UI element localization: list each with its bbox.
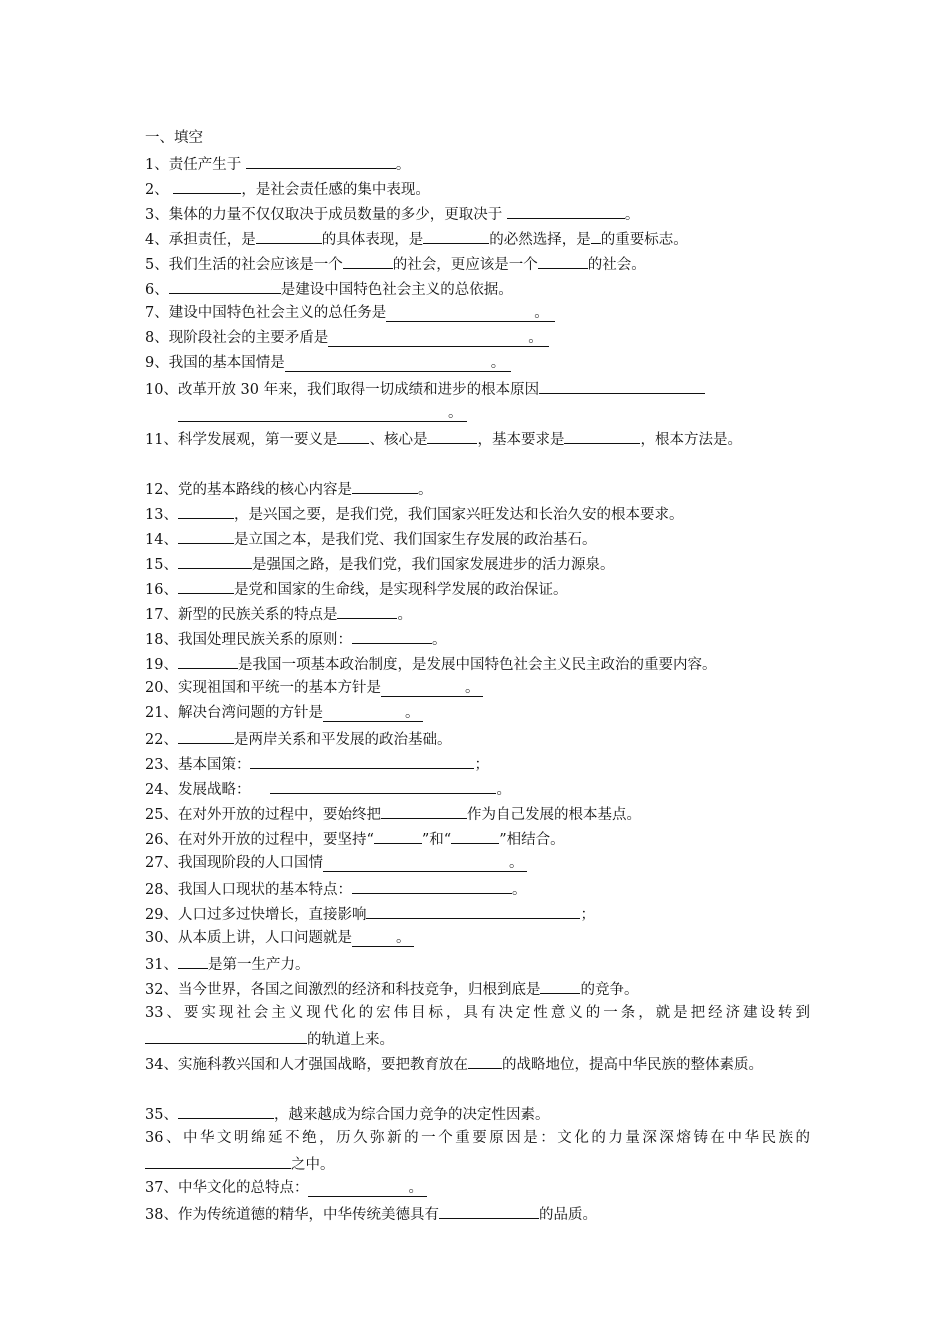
answer-blank[interactable] [439,1201,539,1219]
answer-blank[interactable] [178,1101,274,1119]
answer-blank[interactable]: 。 [386,305,555,322]
answer-blank[interactable]: 。 [381,680,484,697]
answer-blank[interactable] [538,251,588,269]
question-15: 15、 是强国之路，是我们党，我们国家发展进步的活力源泉。 [145,551,810,576]
question-31: 31、 是第一生产力。 [145,951,810,976]
answer-blank[interactable] [352,626,432,644]
question-27: 27、我国现阶段的人口国情 。 [145,851,810,876]
answer-blank[interactable] [539,376,705,394]
answer-blank[interactable] [427,426,477,444]
answer-blank[interactable] [381,801,467,819]
section-title: 一、填空 [145,130,203,146]
question-34: 34、实施科教兴国和人才强国战略，要把教育放在 的战略地位，提高中华民族的整体素质。 [145,1051,810,1101]
answer-blank[interactable] [246,151,396,169]
question-33: 33、要实现社会主义现代化的宏伟目标，具有决定性意义的一条，就是把经济建设转到的轨道上来。 [145,1005,811,1048]
answer-blank[interactable]: 。 [352,930,415,947]
answer-blank[interactable] [337,426,369,444]
question-24: 24、发展战略： 。 [145,776,810,801]
answer-blank[interactable]: 。 [308,1180,427,1197]
answer-blank[interactable]: 。 [285,355,512,372]
question-36: 36、中华文明绵延不绝，历久弥新的一个重要原因是：文化的力量深深熔铸在中华民族的之中。 [145,1130,810,1173]
question-38: 38、作为传统道德的精华，中华传统美德具有 的品质。 [145,1201,810,1226]
answer-blank[interactable] [423,226,489,244]
worksheet [145,126,810,1226]
question-7: 7、建设中国特色社会主义的总任务是 。 [145,301,810,326]
answer-blank[interactable]: 。 [323,855,528,872]
question-8: 8、现阶段社会的主要矛盾是 。 [145,326,810,351]
question-26: 26、在对外开放的过程中，要坚持“ ”和“ ”相结合。 [145,826,810,851]
question-1: 1、责任产生于 。 [145,151,810,176]
answer-blank[interactable] [178,726,234,744]
question-32: 32、当今世界，各国之间激烈的经济和科技竞争，归根到底是 的竞争。 [145,976,810,1001]
question-16: 16、 是党和国家的生命线，是实现科学发展的政治保证。 [145,576,810,601]
answer-blank[interactable] [145,1151,291,1169]
question-28: 28、我国人口现状的基本特点： 。 [145,876,810,901]
question-20: 20、实现祖国和平统一的基本方针是 。 [145,676,810,701]
answer-blank[interactable] [591,226,601,244]
question-2: 2、 ，是社会责任感的集中表现。 [145,176,810,201]
answer-blank[interactable] [451,826,499,844]
answer-blank[interactable]: 。 [178,405,467,422]
answer-blank[interactable] [145,1026,307,1044]
question-11: 11、科学发展观，第一要义是 、核心是 ，基本要求是 ，根本方法是。 [145,426,810,476]
answer-blank[interactable] [178,501,234,519]
answer-blank[interactable] [256,226,322,244]
answer-blank[interactable] [270,776,496,794]
answer-blank[interactable] [337,601,397,619]
answer-blank[interactable] [178,951,208,969]
question-3: 3、集体的力量不仅仅取决于成员数量的多少，更取决于 。 [145,201,810,226]
answer-blank[interactable] [343,251,393,269]
question-12: 12、党的基本路线的核心内容是 。 [145,476,810,501]
question-13: 13、 ，是兴国之要，是我们党，我们国家兴旺发达和长治久安的根本要求。 [145,501,810,526]
question-9: 9、我国的基本国情是 。 [145,351,810,376]
question-17: 17、新型的民族关系的特点是 。 [145,601,810,626]
question-35: 35、 ，越来越成为综合国力竞争的决定性因素。 [145,1101,810,1126]
answer-blank[interactable] [178,551,252,569]
question-29: 29、人口过多过快增长，直接影响 ； [145,901,810,926]
answer-blank[interactable] [507,201,625,219]
answer-blank[interactable] [178,526,234,544]
answer-blank[interactable] [352,876,512,894]
answer-blank[interactable] [178,651,238,669]
answer-blank[interactable]: 。 [328,330,549,347]
question-22: 22、 是两岸关系和平发展的政治基础。 [145,726,810,751]
answer-blank[interactable] [178,576,234,594]
answer-blank[interactable] [374,826,422,844]
answer-blank[interactable] [564,426,640,444]
question-18: 18、我国处理民族关系的原则： 。 [145,626,810,651]
answer-blank[interactable] [468,1051,502,1069]
question-25: 25、在对外开放的过程中，要始终把 作为自己发展的根本基点。 [145,801,810,826]
answer-blank[interactable] [169,276,281,294]
question-14: 14、 是立国之本，是我们党、我们国家生存发展的政治基石。 [145,526,810,551]
question-37: 37、中华文化的总特点： 。 [145,1176,810,1201]
answer-blank[interactable] [366,901,580,919]
answer-blank[interactable] [540,976,580,994]
question-19: 19、 是我国一项基本政治制度，是发展中国特色社会主义民主政治的重要内容。 [145,651,810,676]
question-23: 23、基本国策： ； [145,751,810,776]
question-10: 10、改革开放 30 年来，我们取得一切成绩和进步的根本原因 [145,376,810,401]
answer-blank[interactable] [173,176,241,194]
answer-blank[interactable] [250,751,474,769]
question-21: 21、解决台湾问题的方针是 。 [145,701,810,726]
question-6: 6、 是建设中国特色社会主义的总依据。 [145,276,810,301]
answer-blank[interactable] [352,476,418,494]
question-4: 4、承担责任，是 的具体表现，是 的必然选择，是 的重要标志。 [145,226,810,251]
answer-blank[interactable]: 。 [323,705,424,722]
question-10-continued [145,401,810,426]
question-5: 5、我们生活的社会应该是一个 的社会，更应该是一个 的社会。 [145,251,810,276]
question-30: 30、从本质上讲，人口问题就是 。 [145,926,810,951]
